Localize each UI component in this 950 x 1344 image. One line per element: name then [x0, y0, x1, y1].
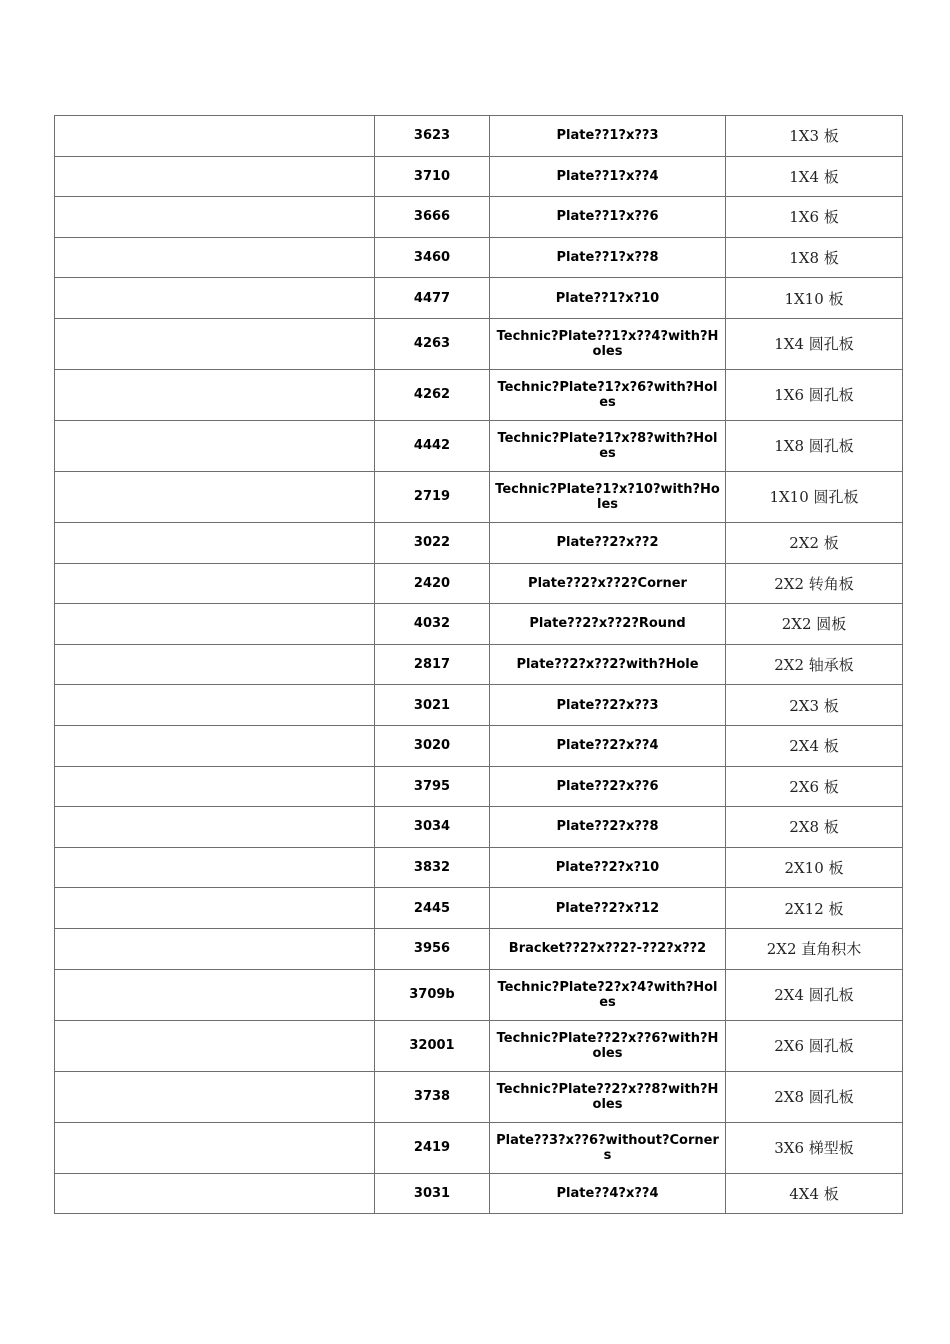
- document-page: [54, 115, 902, 1214]
- table-row: [55, 563, 903, 604]
- part-number: 4032: [375, 604, 490, 645]
- part-image-cell: [55, 1071, 375, 1122]
- table-row: [55, 807, 903, 848]
- part-chinese-name: 2X6 圆孔板: [726, 1020, 903, 1071]
- parts-table: [54, 115, 903, 1214]
- part-chinese-name: 2X6 板: [726, 766, 903, 807]
- table-row: [55, 888, 903, 929]
- table-row: [55, 237, 903, 278]
- part-number: 3956: [375, 928, 490, 969]
- part-name: Technic?Plate?1?x?6?with?Holes: [490, 369, 726, 420]
- part-number: 3021: [375, 685, 490, 726]
- part-image-cell: [55, 888, 375, 929]
- part-chinese-name: 1X4 圆孔板: [726, 318, 903, 369]
- table-row: [55, 471, 903, 522]
- table-row: [55, 685, 903, 726]
- table-row: [55, 969, 903, 1020]
- part-number: 2719: [375, 471, 490, 522]
- part-chinese-name: 2X2 转角板: [726, 563, 903, 604]
- part-name: Plate??2?x??2: [490, 522, 726, 563]
- part-image-cell: [55, 471, 375, 522]
- part-name: Technic?Plate??2?x??6?with?Holes: [490, 1020, 726, 1071]
- table-row: [55, 278, 903, 319]
- part-chinese-name: 1X10 板: [726, 278, 903, 319]
- part-image-cell: [55, 369, 375, 420]
- part-name: Plate??2?x??4: [490, 725, 726, 766]
- part-chinese-name: 2X12 板: [726, 888, 903, 929]
- part-number: 3034: [375, 807, 490, 848]
- part-name: Plate??1?x?10: [490, 278, 726, 319]
- part-image-cell: [55, 1122, 375, 1173]
- part-name: Technic?Plate??2?x??8?with?Holes: [490, 1071, 726, 1122]
- part-chinese-name: 1X3 板: [726, 116, 903, 157]
- part-chinese-name: 2X2 圆板: [726, 604, 903, 645]
- part-image-cell: [55, 928, 375, 969]
- part-chinese-name: 2X3 板: [726, 685, 903, 726]
- part-number: 3460: [375, 237, 490, 278]
- part-chinese-name: 1X6 圆孔板: [726, 369, 903, 420]
- part-chinese-name: 4X4 板: [726, 1173, 903, 1214]
- part-number: 3795: [375, 766, 490, 807]
- part-chinese-name: 1X8 板: [726, 237, 903, 278]
- part-image-cell: [55, 807, 375, 848]
- part-chinese-name: 1X8 圆孔板: [726, 420, 903, 471]
- part-number: 2817: [375, 644, 490, 685]
- part-name: Bracket??2?x??2?-??2?x??2: [490, 928, 726, 969]
- part-image-cell: [55, 1020, 375, 1071]
- part-chinese-name: 1X4 板: [726, 156, 903, 197]
- part-number: 4442: [375, 420, 490, 471]
- part-image-cell: [55, 766, 375, 807]
- part-name: Technic?Plate?1?x?8?with?Holes: [490, 420, 726, 471]
- part-name: Plate??2?x??2?Corner: [490, 563, 726, 604]
- part-chinese-name: 2X8 板: [726, 807, 903, 848]
- part-number: 32001: [375, 1020, 490, 1071]
- table-row: [55, 156, 903, 197]
- part-image-cell: [55, 278, 375, 319]
- part-image-cell: [55, 237, 375, 278]
- part-number: 2420: [375, 563, 490, 604]
- part-chinese-name: 1X10 圆孔板: [726, 471, 903, 522]
- part-image-cell: [55, 604, 375, 645]
- part-name: Technic?Plate?1?x?10?with?Holes: [490, 471, 726, 522]
- table-row: [55, 604, 903, 645]
- part-chinese-name: 2X2 轴承板: [726, 644, 903, 685]
- table-row: [55, 766, 903, 807]
- part-name: Plate??2?x?10: [490, 847, 726, 888]
- part-number: 3738: [375, 1071, 490, 1122]
- part-image-cell: [55, 847, 375, 888]
- part-image-cell: [55, 644, 375, 685]
- part-name: Plate??2?x??6: [490, 766, 726, 807]
- table-row: [55, 420, 903, 471]
- part-number: 3832: [375, 847, 490, 888]
- table-row: [55, 847, 903, 888]
- table-row: [55, 116, 903, 157]
- part-image-cell: [55, 969, 375, 1020]
- part-number: 4263: [375, 318, 490, 369]
- part-chinese-name: 2X2 板: [726, 522, 903, 563]
- part-name: Plate??3?x??6?without?Corners: [490, 1122, 726, 1173]
- table-row: [55, 928, 903, 969]
- part-number: 3710: [375, 156, 490, 197]
- part-number: 3031: [375, 1173, 490, 1214]
- part-number: 3022: [375, 522, 490, 563]
- part-name: Plate??2?x??2?Round: [490, 604, 726, 645]
- part-image-cell: [55, 318, 375, 369]
- table-row: [55, 725, 903, 766]
- table-row: [55, 1020, 903, 1071]
- part-image-cell: [55, 725, 375, 766]
- part-number: 3020: [375, 725, 490, 766]
- table-row: [55, 1173, 903, 1214]
- part-number: 3709b: [375, 969, 490, 1020]
- part-name: Plate??2?x??2?with?Hole: [490, 644, 726, 685]
- table-row: [55, 1071, 903, 1122]
- part-chinese-name: 2X4 板: [726, 725, 903, 766]
- table-row: [55, 197, 903, 238]
- part-name: Technic?Plate?2?x?4?with?Holes: [490, 969, 726, 1020]
- part-name: Technic?Plate??1?x??4?with?Holes: [490, 318, 726, 369]
- part-image-cell: [55, 522, 375, 563]
- part-image-cell: [55, 685, 375, 726]
- part-name: Plate??2?x?12: [490, 888, 726, 929]
- part-number: 4262: [375, 369, 490, 420]
- part-name: Plate??2?x??3: [490, 685, 726, 726]
- part-name: Plate??1?x??3: [490, 116, 726, 157]
- table-row: [55, 369, 903, 420]
- part-chinese-name: 2X2 直角积木: [726, 928, 903, 969]
- part-image-cell: [55, 197, 375, 238]
- part-image-cell: [55, 563, 375, 604]
- part-name: Plate??2?x??8: [490, 807, 726, 848]
- part-number: 2419: [375, 1122, 490, 1173]
- part-name: Plate??1?x??8: [490, 237, 726, 278]
- table-row: [55, 522, 903, 563]
- part-chinese-name: 1X6 板: [726, 197, 903, 238]
- part-number: 3666: [375, 197, 490, 238]
- table-row: [55, 644, 903, 685]
- part-chinese-name: 3X6 梯型板: [726, 1122, 903, 1173]
- part-chinese-name: 2X8 圆孔板: [726, 1071, 903, 1122]
- part-name: Plate??1?x??4: [490, 156, 726, 197]
- part-number: 2445: [375, 888, 490, 929]
- part-name: Plate??4?x??4: [490, 1173, 726, 1214]
- part-chinese-name: 2X10 板: [726, 847, 903, 888]
- part-number: 3623: [375, 116, 490, 157]
- table-row: [55, 318, 903, 369]
- part-image-cell: [55, 1173, 375, 1214]
- part-image-cell: [55, 116, 375, 157]
- part-image-cell: [55, 420, 375, 471]
- part-chinese-name: 2X4 圆孔板: [726, 969, 903, 1020]
- part-number: 4477: [375, 278, 490, 319]
- part-name: Plate??1?x??6: [490, 197, 726, 238]
- table-row: [55, 1122, 903, 1173]
- part-image-cell: [55, 156, 375, 197]
